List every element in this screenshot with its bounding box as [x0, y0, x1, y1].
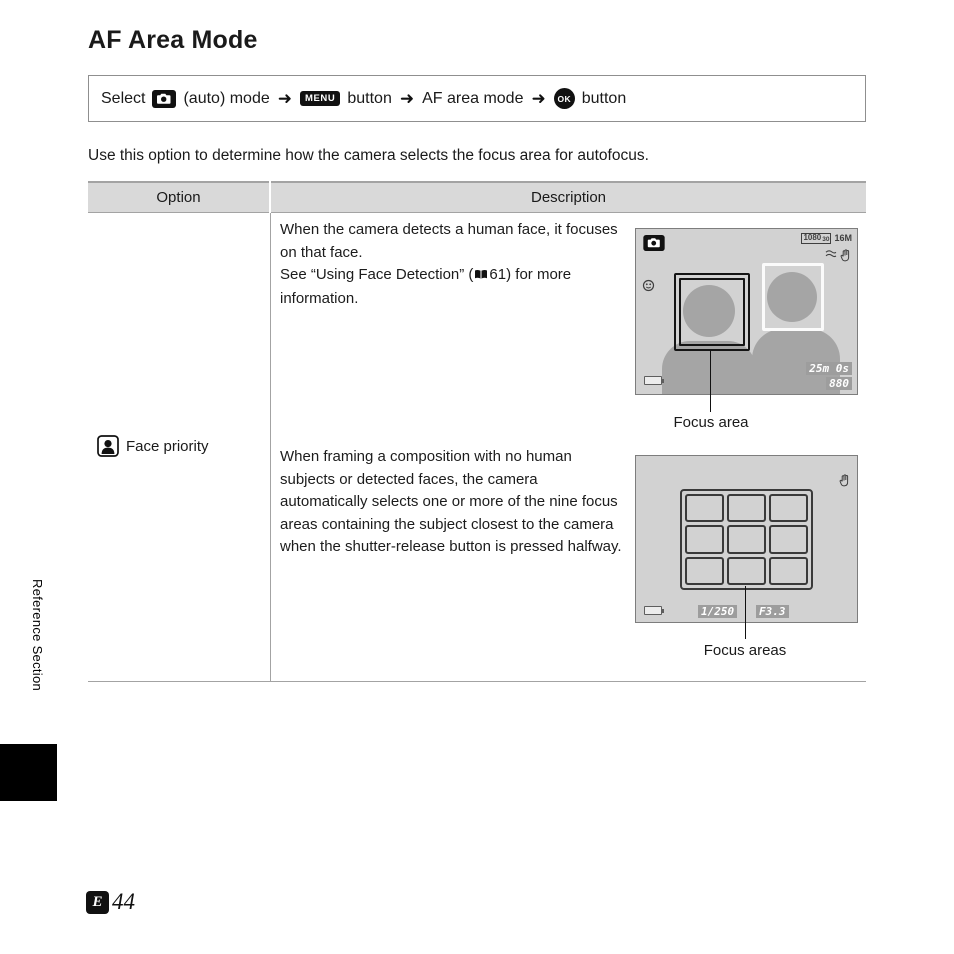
menu-path-text: button	[347, 89, 392, 107]
focus-areas-figure	[635, 455, 858, 667]
face-detection-frame	[762, 263, 824, 331]
intro-text: Use this option to determine how the camera selects the focus area for autofocus.	[88, 147, 649, 164]
battery-icon	[644, 606, 662, 615]
reference-section-icon: E	[86, 891, 109, 914]
section-tab-marker	[0, 744, 57, 801]
focus-area-cell	[685, 525, 724, 553]
camera-screen-face-detection	[635, 228, 858, 395]
camera-screen-focus-areas	[635, 455, 858, 623]
focus-areas-grid	[680, 489, 813, 590]
battery-icon	[644, 376, 662, 385]
movie-format: 1080	[803, 233, 822, 242]
description-text: ) for more information.	[280, 266, 572, 307]
menu-path-box	[88, 75, 866, 122]
description-text: See “Using Face Detection” (	[280, 266, 474, 283]
page-title: AF Area Mode	[88, 26, 258, 54]
face-priority-figure	[635, 228, 858, 438]
page-number	[86, 889, 135, 915]
arrow-icon: ➜	[531, 89, 546, 108]
osd-status-icons	[825, 249, 852, 262]
focus-area-cell	[685, 494, 724, 522]
menu-path-text: (auto) mode	[183, 89, 270, 107]
description-text: When the camera detects a human face, it focuses on that face.	[280, 221, 618, 261]
description-face-detected	[280, 219, 628, 310]
focus-areas-grid-inner	[685, 494, 808, 585]
section-sidebar-label: Reference Section	[30, 579, 45, 692]
osd-top-right	[801, 233, 852, 244]
camera-shake-icon	[839, 474, 851, 487]
motion-detection-icon	[825, 249, 837, 262]
camera-shake-icon	[840, 249, 852, 262]
focus-area-cell	[685, 557, 724, 585]
image-size-icon: 16M	[834, 233, 852, 244]
description-no-face: When framing a composition with no human subjects or detected faces, the camera automatically selects one or more of the nine focus areas containing the subject closest to the camera when the shutter-release button is pressed halfway.	[280, 448, 622, 555]
pointer-line	[710, 350, 711, 412]
reference-page: 61	[489, 266, 507, 283]
focus-area-cell	[769, 494, 808, 522]
focus-area-frame	[674, 273, 750, 351]
figure-caption: Focus area	[673, 414, 749, 431]
pointer-line	[745, 586, 746, 639]
focus-area-cell	[769, 557, 808, 585]
option-face-priority	[97, 435, 209, 457]
focus-area-frame-inner	[679, 278, 745, 346]
movie-format-icon	[801, 233, 831, 244]
face-indicator-icon	[642, 279, 655, 292]
shutter-speed: 1/250	[698, 605, 737, 618]
focus-area-cell	[727, 525, 766, 553]
ok-button-icon: OK	[554, 88, 575, 109]
menu-path-text: AF area mode	[422, 89, 524, 107]
book-icon	[474, 265, 488, 288]
table-header-description: Description	[271, 181, 866, 213]
table-header-option: Option	[88, 181, 269, 213]
exposures-remaining: 880	[826, 377, 852, 390]
description-see-line	[280, 264, 628, 310]
aperture-value: F3.3	[756, 605, 789, 618]
menu-button-icon: MENU	[300, 91, 340, 107]
movie-time-remaining: 25m 0s	[806, 362, 852, 375]
table-bottom-border	[88, 681, 866, 682]
focus-area-cell	[727, 557, 766, 585]
focus-area-cell	[727, 494, 766, 522]
option-label: Face priority	[126, 437, 209, 455]
shooting-mode-icon	[643, 235, 665, 251]
arrow-icon: ➜	[277, 89, 292, 108]
face-priority-icon	[97, 435, 119, 457]
focus-area-cell	[769, 525, 808, 553]
auto-mode-camera-icon	[152, 90, 176, 108]
arrow-icon: ➜	[399, 89, 415, 108]
menu-path-text: Select	[101, 89, 146, 107]
menu-path-text: button	[581, 89, 627, 107]
page-number-value: 44	[112, 889, 135, 914]
figure-caption: Focus areas	[703, 642, 787, 659]
movie-fps: 30	[822, 235, 830, 243]
table-column-divider	[270, 213, 271, 681]
